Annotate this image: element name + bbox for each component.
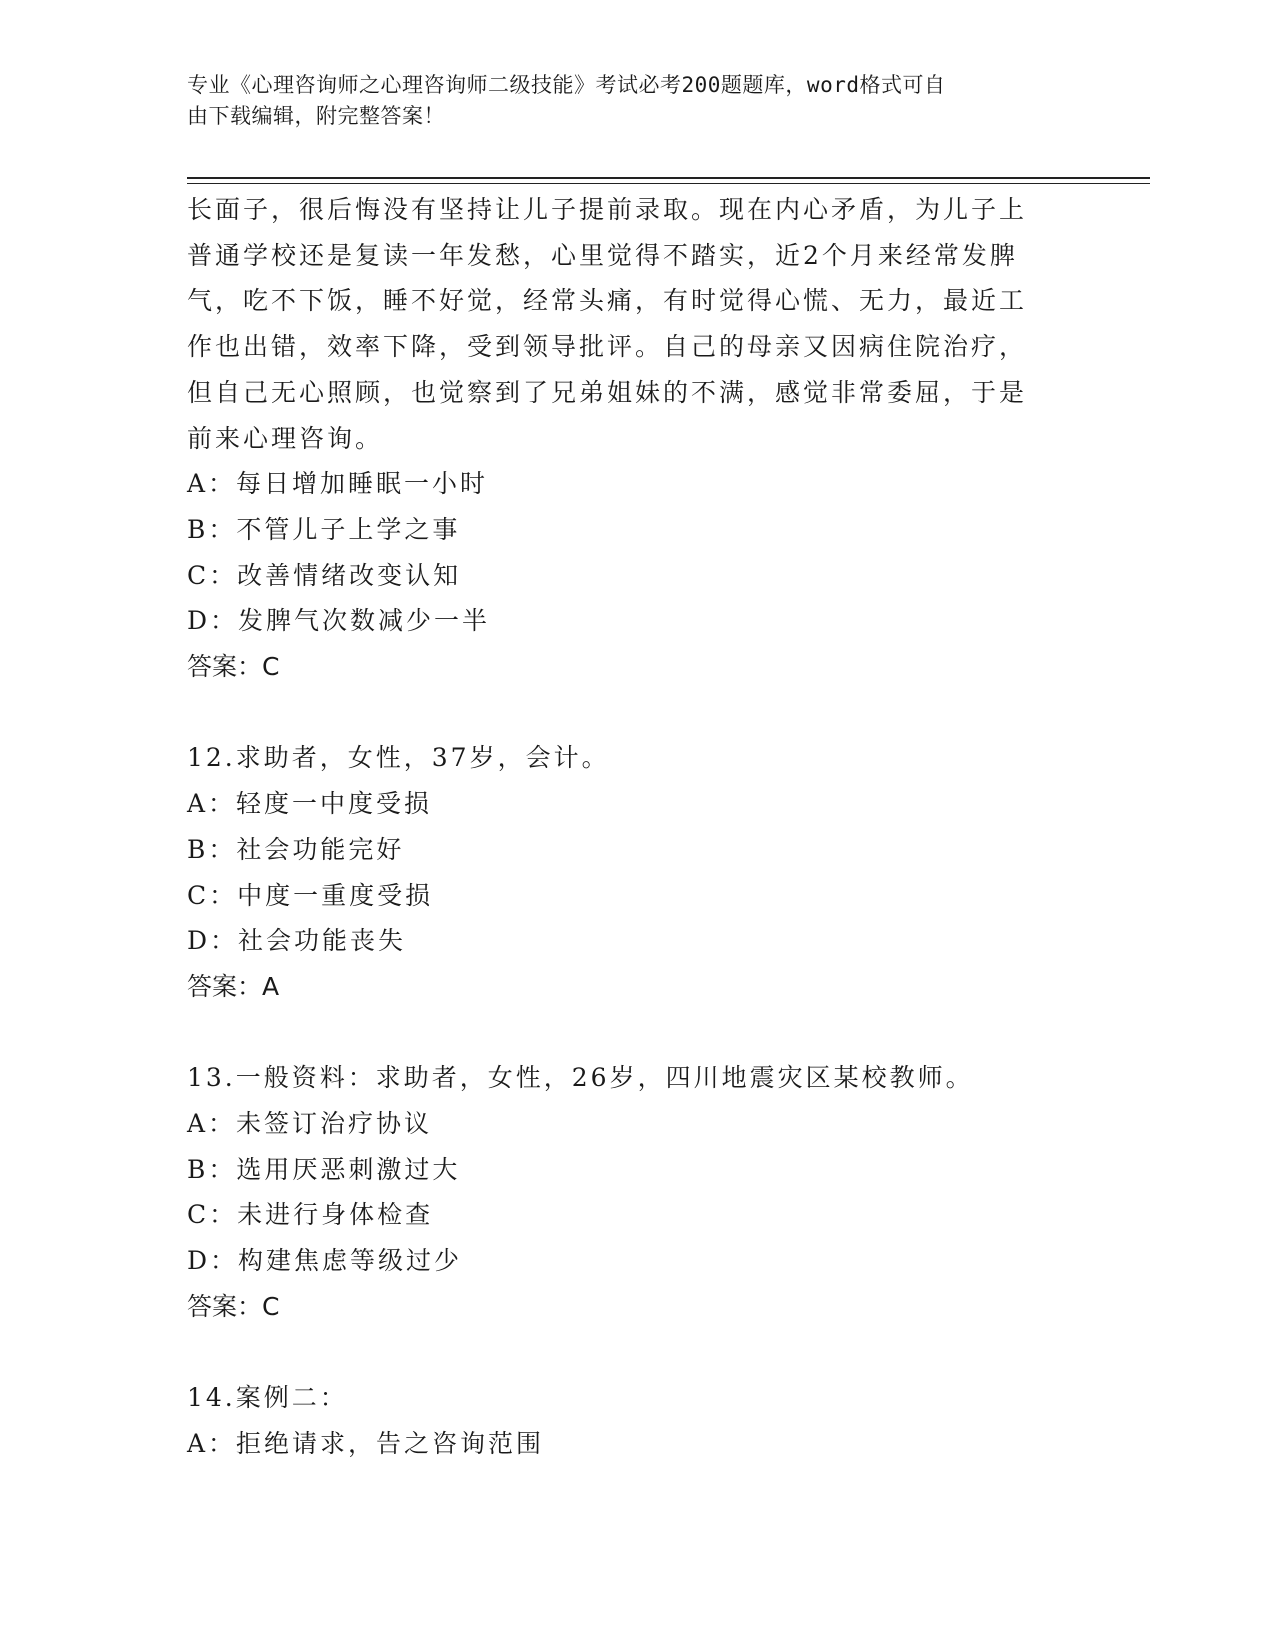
option-d: D：构建焦虑等级过少 — [187, 1246, 463, 1276]
passage-line: 但自己无心照顾，也觉察到了兄弟姐妹的不满，感觉非常委屈，于是 — [187, 377, 1028, 407]
answer-line: 答案：C — [187, 652, 280, 682]
question-stem: 14.案例二： — [187, 1383, 348, 1413]
option-b: B：社会功能完好 — [187, 834, 405, 864]
answer-line: 答案：A — [187, 971, 280, 1001]
document-body — [187, 187, 1067, 1467]
passage-line: 作也出错，效率下降，受到领导批评。自己的母亲又因病住院治疗， — [187, 332, 1028, 362]
question-12 — [187, 735, 1067, 1009]
option-d: D：社会功能丧失 — [187, 926, 407, 956]
case-passage — [187, 187, 1067, 461]
option-a: A：每日增加睡眠一小时 — [187, 469, 489, 499]
spacer — [187, 690, 1067, 736]
option-a: A：未签订治疗协议 — [187, 1109, 433, 1139]
document-header — [187, 70, 1067, 132]
option-a: A：拒绝请求，告之咨询范围 — [187, 1428, 545, 1458]
question-13 — [187, 1055, 1067, 1329]
option-b: B：不管儿子上学之事 — [187, 514, 461, 544]
question-14 — [187, 1375, 1067, 1466]
option-c: C：中度一重度受损 — [187, 880, 434, 910]
header-line: 专业《心理咨询师之心理咨询师二级技能》考试必考200题题库，word格式可自 — [187, 73, 946, 97]
option-b: B：选用厌恶刺激过大 — [187, 1154, 461, 1184]
header-divider-thin — [187, 183, 1150, 184]
header-line: 由下载编辑，附完整答案！ — [187, 104, 445, 128]
header-divider-thick — [187, 177, 1150, 179]
passage-line: 前来心理咨询。 — [187, 423, 384, 453]
question-stem: 13.一般资料：求助者，女性，26岁，四川地震灾区某校教师。 — [187, 1063, 974, 1093]
option-c: C：改善情绪改变认知 — [187, 560, 462, 590]
spacer — [187, 1010, 1067, 1056]
option-d: D：发脾气次数减少一半 — [187, 606, 491, 636]
passage-line: 普通学校还是复读一年发愁，心里觉得不踏实，近2个月来经常发脾 — [187, 240, 1018, 270]
option-a: A：轻度一中度受损 — [187, 789, 433, 819]
passage-line: 气，吃不下饭，睡不好觉，经常头痛，有时觉得心慌、无力，最近工 — [187, 286, 1028, 316]
option-c: C：未进行身体检查 — [187, 1200, 434, 1230]
spacer — [187, 1330, 1067, 1376]
question-11-options — [187, 461, 1067, 690]
answer-line: 答案：C — [187, 1291, 280, 1321]
question-stem: 12.求助者，女性，37岁，会计。 — [187, 743, 610, 773]
passage-line: 长面子，很后悔没有坚持让儿子提前录取。现在内心矛盾，为儿子上 — [187, 195, 1028, 224]
